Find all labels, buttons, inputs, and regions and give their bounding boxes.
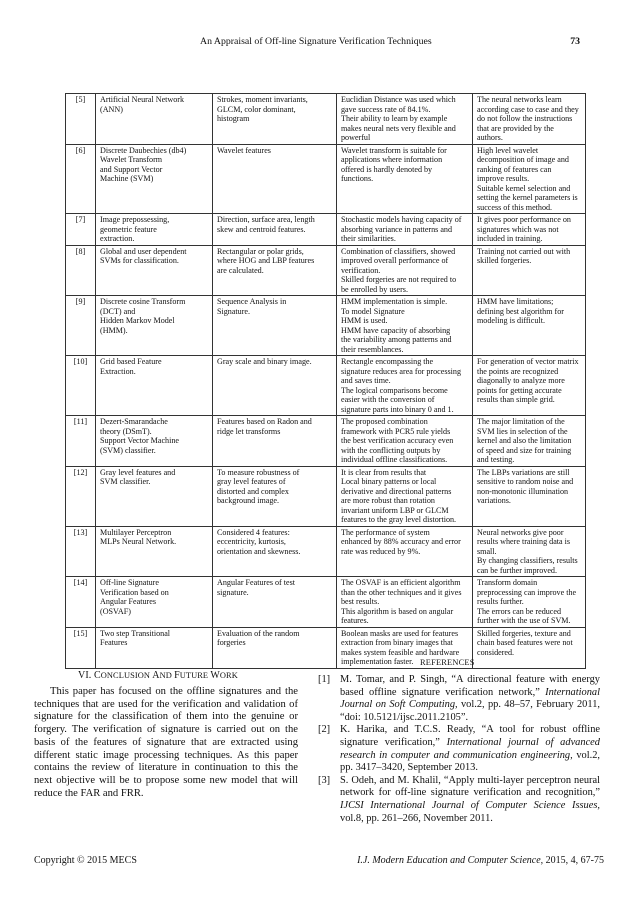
cell-method: [96, 526, 213, 577]
cell-ref: [15]: [66, 627, 96, 668]
table-row: [66, 627, 586, 668]
cell-line: eccentricity, kurtosis,: [217, 537, 286, 546]
cell-line: SVM classifier.: [100, 477, 151, 486]
cell-features: [213, 356, 337, 416]
cell-method: [96, 466, 213, 526]
cell-line: It gives poor performance on: [477, 215, 571, 224]
reference-text: [340, 724, 600, 774]
cell-line: ranking of features can: [477, 164, 552, 174]
cell-line: sensitive to random noise and: [477, 477, 574, 486]
cell-features: [213, 296, 337, 356]
cell-line: Artificial Neural Network: [100, 95, 185, 104]
cell-ref: [12]: [66, 466, 96, 526]
cell-limitations: [473, 577, 586, 628]
cell-line: powerful: [341, 133, 371, 142]
cell-line: orientation and skewness.: [217, 546, 301, 556]
cell-line: Skilled forgeries, texture and: [477, 628, 571, 638]
cell-line: Gray level features and: [100, 467, 176, 477]
conclusion-heading: [78, 670, 298, 681]
cell-line: enhanced by 88% accuracy and error: [341, 537, 461, 546]
cell-line: To model Signature: [341, 306, 405, 316]
references-heading: REFERENCES: [420, 658, 475, 667]
heading-cap: W: [210, 670, 220, 681]
cell-line: Rectangular or polar grids,: [217, 246, 304, 256]
cell-line: individual offline classifications.: [341, 455, 448, 464]
running-title: An Appraisal of Off-line Signature Verification Techniques: [200, 36, 432, 47]
cell-line: absorbing variance in patterns and: [341, 224, 453, 234]
cell-ref: [10]: [66, 356, 96, 416]
cell-line: MLPs Neural Network.: [100, 537, 177, 546]
table-row: [66, 245, 586, 296]
cell-line: distorted and complex: [217, 486, 289, 496]
cell-line: Neural networks give poor: [477, 527, 564, 537]
cell-line: Support Vector Machine: [100, 436, 179, 445]
cell-line: The logical comparisons become: [341, 385, 448, 395]
cell-line: Euclidian Distance was used which: [341, 95, 456, 104]
cell-ref: [14]: [66, 577, 96, 628]
cell-line: Machine (SVM): [100, 174, 154, 183]
cell-results: [337, 144, 473, 214]
cell-line: signature parts into binary 0 and 1.: [341, 404, 454, 414]
conclusion-paragraph: This paper has focused on the offline signatures and the techniques that are used for the verification and validation of signature for the classification of them into the genuine or forgery. The verification of signature is carried out on the basis of the features of signature that are extracted using different static image processing techniques. As this paper contains the review of literature in continuation to this the next objective will be to propose some new model that will reduce the FAR and FRR.: [34, 686, 298, 799]
heading-smallcaps: ND: [159, 671, 175, 680]
cell-line: (ANN): [100, 104, 123, 114]
cell-line: ridge let transforms: [217, 426, 281, 436]
cell-line: easier with the conversion of: [341, 395, 435, 404]
cell-line: Skilled forgeries are not required to: [341, 275, 457, 284]
cell-line: Verification based on: [100, 587, 169, 597]
table-row: [66, 296, 586, 356]
cell-line: skew and centroid features.: [217, 224, 306, 234]
cell-line: Image prepossessing,: [100, 215, 170, 224]
cell-line: and Support Vector: [100, 164, 163, 174]
cell-line: can be further improved.: [477, 565, 558, 575]
cell-line: their resemblances.: [341, 344, 404, 354]
cell-line: rate was reduced by 9%.: [341, 546, 421, 556]
cell-results: [337, 214, 473, 246]
cell-line: Angular Features: [100, 597, 156, 606]
cell-features: [213, 577, 337, 628]
cell-line: than the other techniques and it gives: [341, 587, 462, 597]
cell-results: [337, 466, 473, 526]
references-list: [318, 674, 600, 825]
cell-line: and saves time.: [341, 376, 391, 385]
comparison-table: [65, 93, 586, 669]
cell-line: verification.: [341, 265, 381, 275]
cell-line: Their ability to learn by example: [341, 114, 448, 123]
cell-line: chain based features were not: [477, 638, 573, 647]
cell-line: histogram: [217, 114, 250, 123]
cell-line: The LBPs variations are still: [477, 467, 570, 477]
cell-line: gray level features of: [217, 477, 286, 486]
cell-line: Features: [100, 638, 128, 647]
cell-line: derivative and directional patterns: [341, 486, 452, 496]
cell-line: that are provided by the: [477, 123, 554, 133]
cell-method: [96, 416, 213, 467]
reference-number: [2]: [318, 724, 331, 736]
cell-line: extraction.: [100, 234, 135, 243]
cell-limitations: [473, 296, 586, 356]
heading-cap: F: [174, 670, 180, 681]
journal-citation: [357, 855, 604, 866]
cell-line: according case to case and they: [477, 104, 579, 114]
cell-limitations: [473, 416, 586, 467]
cell-line: Wavelet transform is suitable for: [341, 145, 447, 155]
reference-authors-title: M. Tomar, and P. Singh, “A directional feature with energy based offline signature verification network,”: [340, 674, 600, 698]
cell-results: [337, 416, 473, 467]
cell-method: [96, 214, 213, 246]
cell-line: features to the gray level distortion.: [341, 515, 457, 524]
journal-name: I.J. Modern Education and Computer Science,: [357, 855, 544, 866]
cell-line: improve results.: [477, 174, 530, 183]
cell-line: Wavelet features: [217, 145, 271, 155]
cell-limitations: [473, 214, 586, 246]
table-row: [66, 214, 586, 246]
cell-line: signatures which was not: [477, 224, 559, 234]
cell-line: considered.: [477, 647, 515, 657]
cell-line: best results.: [341, 597, 380, 606]
cell-line: HMM have capacity of absorbing: [341, 325, 451, 335]
cell-features: [213, 214, 337, 246]
cell-line: framework with PCR5 rule yields: [341, 426, 451, 436]
cell-line: Two step Transitional: [100, 628, 171, 638]
reference-authors-title: S. Odeh, and M. Khalil, “Apply multi-layer perceptron neural network for off-line signature verification and recognition,”: [340, 774, 600, 799]
heading-smallcaps: ONCLUSION: [100, 671, 153, 680]
journal-issue: 2015, 4, 67-75: [543, 855, 604, 866]
reference-item: [318, 775, 600, 825]
cell-line: diagonally to analyze more: [477, 376, 565, 385]
cell-line: small.: [477, 546, 497, 556]
cell-line: results where training data is: [477, 537, 571, 546]
reference-number: [1]: [318, 674, 331, 685]
cell-line: signature reduces area for processing: [341, 366, 462, 376]
cell-line: Angular Features of test: [217, 578, 295, 587]
cell-line: GLCM, color dominant,: [217, 104, 296, 114]
cell-line: extraction from binary images that: [341, 638, 453, 647]
cell-line: (SVM) classifier.: [100, 445, 156, 455]
cell-line: Strokes, moment invariants,: [217, 95, 308, 104]
cell-ref: [9]: [66, 296, 96, 356]
heading-cap: C: [93, 670, 101, 681]
cell-method: [96, 94, 213, 145]
cell-line: The neural networks learn: [477, 95, 562, 104]
cell-line: (HMM).: [100, 325, 128, 335]
cell-line: makes neural nets very flexible and: [341, 123, 456, 133]
cell-limitations: [473, 466, 586, 526]
copyright: Copyright © 2015 MECS: [34, 855, 137, 866]
heading-smallcaps: ORK: [219, 671, 238, 680]
cell-line: and testing.: [477, 455, 515, 464]
cell-line: Direction, surface area, length: [217, 215, 315, 224]
cell-ref: [13]: [66, 526, 96, 577]
cell-line: HMM have limitations;: [477, 297, 554, 306]
cell-line: (DCT) and: [100, 306, 136, 316]
cell-line: The proposed combination: [341, 417, 428, 426]
cell-line: Suitable kernel selection and: [477, 183, 571, 193]
cell-line: where HOG and LBP features: [217, 256, 315, 265]
cell-line: defining best algorithm for: [477, 306, 564, 316]
cell-line: decomposition of image and: [477, 155, 569, 164]
cell-ref: [7]: [66, 214, 96, 246]
cell-line: Evaluation of the random: [217, 628, 300, 638]
cell-results: [337, 577, 473, 628]
table-row: [66, 144, 586, 214]
heading-smallcaps: UTURE: [179, 671, 211, 680]
cell-line: Boolean masks are used for features: [341, 628, 459, 638]
cell-results: [337, 526, 473, 577]
cell-line: skilled forgeries.: [477, 256, 532, 265]
cell-line: authors.: [477, 133, 503, 142]
cell-line: implementation faster.: [341, 657, 414, 666]
cell-line: non-monotonic illumination: [477, 486, 569, 496]
cell-results: [337, 356, 473, 416]
cell-line: with the conflicting outputs by: [341, 445, 441, 455]
cell-line: Hidden Markov Model: [100, 316, 175, 325]
cell-ref: [6]: [66, 144, 96, 214]
reference-details: vol.2, pp. 3417–3420, September 2013.: [340, 749, 600, 774]
cell-line: Stochastic models having capacity of: [341, 215, 462, 224]
cell-line: Rectangle encompassing the: [341, 357, 434, 366]
cell-line: kernel and also the limitation: [477, 436, 572, 445]
cell-line: modeling is difficult.: [477, 316, 545, 325]
cell-ref: [8]: [66, 245, 96, 296]
cell-ref: [11]: [66, 416, 96, 467]
reference-item: [318, 724, 600, 774]
reference-text: [340, 674, 600, 724]
table-row: [66, 94, 586, 145]
cell-line: Gray scale and binary image.: [217, 357, 312, 366]
cell-features: [213, 94, 337, 145]
cell-line: the best verification accuracy even: [341, 436, 454, 445]
cell-line: It is clear from results that: [341, 467, 427, 477]
cell-line: are calculated.: [217, 265, 264, 275]
cell-line: Dezert-Smarandache: [100, 417, 168, 426]
cell-method: [96, 144, 213, 214]
cell-line: Local binary patterns or local: [341, 477, 437, 486]
reference-text: [340, 775, 600, 825]
cell-method: [96, 627, 213, 668]
reference-number: [3]: [318, 774, 331, 786]
table-row: [66, 416, 586, 467]
cell-line: The performance of system: [341, 527, 430, 537]
cell-line: The OSVAF is an efficient algorithm: [341, 578, 461, 587]
reference-journal: International Journal on Soft Computing,: [340, 686, 600, 711]
table-row: [66, 356, 586, 416]
cell-features: [213, 526, 337, 577]
cell-features: [213, 466, 337, 526]
cell-line: functions.: [341, 174, 374, 183]
cell-line: Off-line Signature: [100, 578, 159, 587]
table-row: [66, 526, 586, 577]
cell-limitations: [473, 526, 586, 577]
cell-line: The major limitation of the: [477, 417, 565, 426]
cell-line: HMM is used.: [341, 316, 388, 325]
cell-line: success of this method.: [477, 202, 553, 212]
cell-line: Extraction.: [100, 366, 136, 376]
cell-line: Discrete Daubechies (db4): [100, 145, 187, 155]
cell-limitations: [473, 627, 586, 668]
cell-line: Grid based Feature: [100, 357, 162, 366]
cell-features: [213, 416, 337, 467]
cell-limitations: [473, 94, 586, 145]
cell-line: results further.: [477, 597, 524, 606]
cell-results: [337, 245, 473, 296]
cell-line: (OSVAF): [100, 606, 131, 616]
heading-cap: A: [152, 670, 160, 681]
cell-line: Training not carried out with: [477, 246, 571, 256]
cell-line: points for getting accurate: [477, 385, 562, 395]
cell-features: [213, 627, 337, 668]
cell-line: background image.: [217, 496, 280, 505]
cell-line: the points are recognized: [477, 366, 559, 376]
cell-line: signature.: [217, 587, 249, 597]
cell-line: applications where information: [341, 155, 443, 164]
cell-method: [96, 577, 213, 628]
cell-results: [337, 296, 473, 356]
cell-line: Features based on Radon and: [217, 417, 312, 426]
cell-line: geometric feature: [100, 224, 157, 234]
cell-line: their similarities.: [341, 234, 396, 243]
cell-features: [213, 245, 337, 296]
cell-line: setting the kernel parameters is: [477, 193, 578, 202]
reference-journal: IJCSI International Journal of Computer Science Issues,: [340, 799, 600, 811]
cell-line: offered is hardly denoted by: [341, 164, 433, 174]
heading-number: VI.: [78, 670, 92, 681]
cell-line: theory (DSmT).: [100, 426, 152, 436]
cell-line: Multilayer Perceptron: [100, 527, 172, 537]
cell-results: [337, 94, 473, 145]
cell-line: To measure robustness of: [217, 467, 300, 477]
cell-line: are more robust than rotation: [341, 496, 435, 505]
cell-limitations: [473, 144, 586, 214]
cell-line: the variability among patterns and: [341, 335, 452, 344]
cell-line: be enrolled by users.: [341, 284, 408, 294]
cell-limitations: [473, 245, 586, 296]
reference-journal: International journal of advanced research in computer and communication engineering,: [340, 736, 600, 761]
reference-details: vol.2, pp. 48–57, February 2011, “doi: 10.5121/ijsc.2011.2105”.: [340, 699, 600, 723]
cell-line: The errors can be reduced: [477, 606, 562, 616]
cell-line: SVM lies in selection of the: [477, 426, 568, 436]
cell-line: invariant uniform LBP or GLCM: [341, 505, 449, 515]
cell-line: Discrete cosine Transform: [100, 297, 186, 306]
cell-method: [96, 245, 213, 296]
page-number: 73: [570, 36, 580, 47]
cell-line: of speed and size for training: [477, 445, 572, 455]
cell-method: [96, 356, 213, 416]
cell-line: Signature.: [217, 306, 251, 316]
cell-line: do not follow the instructions: [477, 114, 573, 123]
cell-line: SVMs for classification.: [100, 256, 179, 265]
cell-line: variations.: [477, 496, 511, 505]
cell-line: features.: [341, 616, 369, 625]
cell-features: [213, 144, 337, 214]
reference-details: vol.8, pp. 261–266, November 2011.: [340, 812, 493, 824]
cell-line: By changing classifiers, results: [477, 556, 578, 565]
cell-ref: [5]: [66, 94, 96, 145]
cell-line: makes system feasible and hardware: [341, 647, 460, 657]
cell-line: Transform domain: [477, 578, 538, 587]
reference-item: [318, 674, 600, 724]
cell-line: included in training.: [477, 234, 543, 243]
cell-line: Global and user dependent: [100, 246, 187, 256]
cell-method: [96, 296, 213, 356]
cell-limitations: [473, 356, 586, 416]
cell-line: For generation of vector matrix: [477, 357, 579, 366]
cell-line: Combination of classifiers, showed: [341, 246, 456, 256]
cell-line: Wavelet Transform: [100, 155, 163, 164]
reference-authors-title: K. Harika, and T.C.S. Ready, “A tool for robust offline signature verification,”: [340, 724, 600, 748]
cell-line: Considered 4 features:: [217, 527, 290, 537]
cell-line: forgeries: [217, 638, 246, 647]
cell-line: preprocessing can improve the: [477, 587, 577, 597]
cell-line: further with the use of SVM.: [477, 616, 571, 625]
cell-line: gave success rate of 84.1%.: [341, 104, 431, 114]
table-row: [66, 466, 586, 526]
cell-line: improved overall performance of: [341, 256, 449, 265]
cell-line: results than simple grid.: [477, 395, 555, 404]
table-row: [66, 577, 586, 628]
cell-line: HMM implementation is simple.: [341, 297, 448, 306]
cell-line: Sequence Analysis in: [217, 297, 287, 306]
cell-line: High level wavelet: [477, 145, 539, 155]
cell-line: This algorithm is based on angular: [341, 606, 454, 616]
table-body: [66, 94, 586, 669]
